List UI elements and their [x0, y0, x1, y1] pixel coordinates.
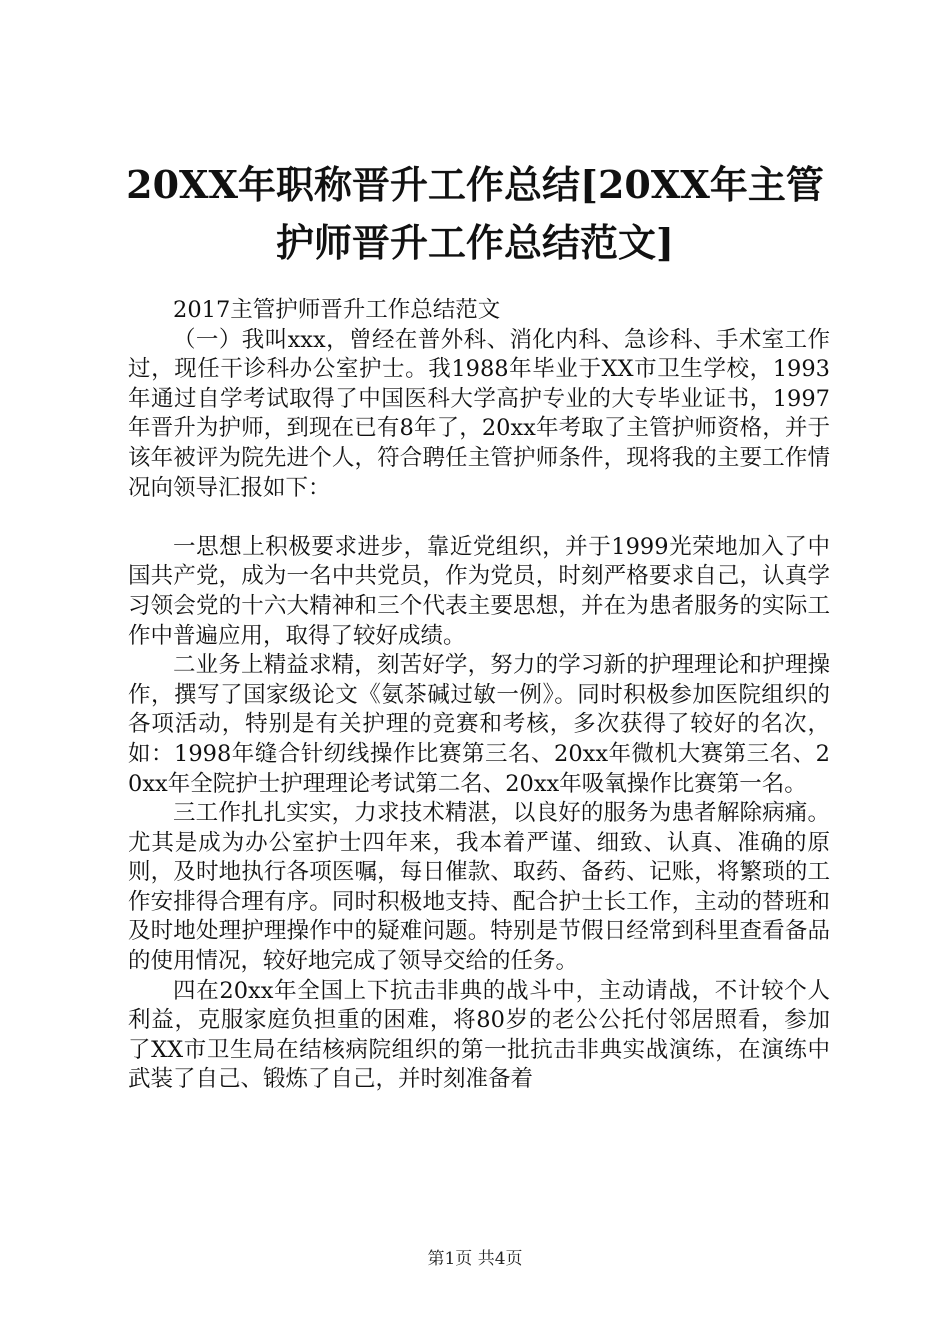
page-number-footer: 第1页 共4页	[427, 1249, 523, 1269]
paragraph-spacer	[128, 503, 830, 533]
document-subtitle: 2017主管护师晋升工作总结范文	[173, 297, 501, 323]
paragraph-work: 三工作扎扎实实，力求技术精湛，以良好的服务为患者解除病痛。尤其是成为办公室护士四年来，我本着严谨、细致、认真、准确的原则，及时地执行各项医嘱，每日催款、取药、备药、记账，将繁琐的工作安排得合理有序。同时积极地支持、配合护士长工作，主动的替班和及时地处理护理操作中的疑难问题。特别是节假日经常到科里查看备品的使用情况，较好地完成了领导交给的任务。	[128, 800, 830, 975]
paragraph-sars: 四在20xx年全国上下抗击非典的战斗中，主动请战，不计较个人利益，克服家庭负担重的困难，将80岁的老公公托付邻居照看，参加了XX市卫生局在结核病院组织的第一批抗击非典实战演练，在演练中武装了自己、锻炼了自己，并时刻准备着	[128, 977, 830, 1093]
paragraph-professional: 二业务上精益求精，刻苦好学，努力的学习新的护理理论和护理操作，撰写了国家级论文《氨茶碱过敏一例》。同时积极参加医院组织的各项活动，特别是有关护理的竞赛和考核，多次获得了较好的名次，如：1998年缝合针纫线操作比赛第三名、20xx年微机大赛第三名、20xx年全院护士护理理论考试第二名、20xx年吸氧操作比赛第一名。	[128, 652, 830, 797]
paragraph-ideology: 一思想上积极要求进步，靠近党组织，并于1999光荣地加入了中国共产党，成为一名中共党员，作为党员，时刻严格要求自己，认真学习领会党的十六大精神和三个代表主要思想，并在为患者服务的实际工作中普遍应用，取得了较好成绩。	[128, 533, 830, 649]
document-body	[128, 296, 830, 1095]
document-title: 20XX年职称晋升工作总结[20XX年主管护师晋升工作总结范文]	[126, 162, 824, 265]
paragraph-intro: （一）我叫xxx，曾经在普外科、消化内科、急诊科、手术室工作过，现任干诊科办公室护士。我1988年毕业于XX市卫生学校，1993年通过自学考试取得了中国医科大学高护专业的大专毕业证书，1997年晋升为护师，到现在已有8年了，20xx年考取了主管护师资格，并于该年被评为院先进个人，符合聘任主管护师条件，现将我的主要工作情况向领导汇报如下：	[128, 326, 830, 501]
